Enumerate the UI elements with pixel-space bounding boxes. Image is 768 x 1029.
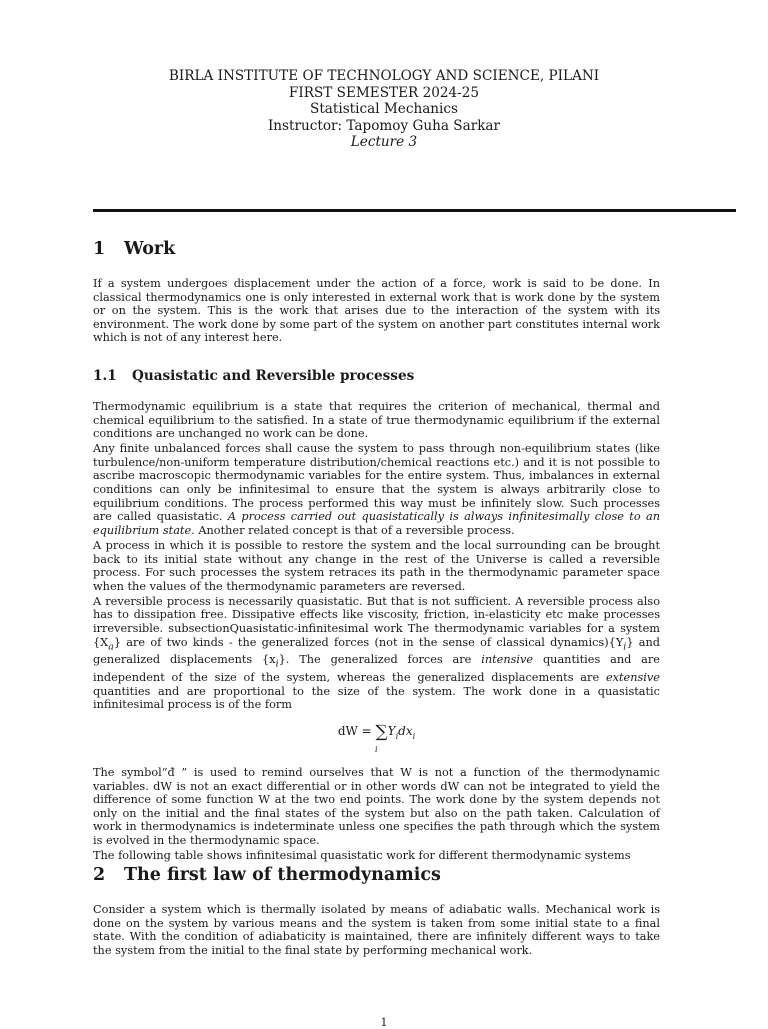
- paragraph: [93, 595, 660, 712]
- text-run: Another related concept is that of a reversible process.: [198, 523, 515, 537]
- emphasis-text: intensive: [481, 653, 534, 667]
- semester-label: FIRST SEMESTER 2024-25: [288, 84, 480, 101]
- lecture-label: Lecture 3: [350, 134, 418, 150]
- section-heading-first-law: [93, 864, 660, 886]
- course-title: Statistical Mechanics: [310, 101, 458, 117]
- text-run: } are of two kinds - the generalized forces (not in the sense of classical dynamics){Y: [113, 635, 624, 649]
- emphasis-text: A process carried out quasistatically is always infinitesimally close to an equilibrium state.: [93, 510, 660, 537]
- section-number: 2: [93, 865, 106, 886]
- subsection-title: Quasistatic and Reversible processes: [132, 367, 415, 384]
- subscript: i: [395, 732, 399, 742]
- paragraph: The following table shows infinitesimal quasistatic work for different thermodynamic systems: [93, 849, 631, 863]
- text-run: quantities and are proportional to the size of the system. The work done in a quasistatic infinitesimal process is of the form: [93, 684, 660, 712]
- section-heading-work: [93, 238, 660, 260]
- document-body: [93, 238, 660, 959]
- equation-term: dx: [398, 724, 413, 739]
- subscript: a: [108, 640, 114, 652]
- sum-symbol: ∑: [375, 722, 388, 743]
- equation-term: Y: [387, 724, 396, 739]
- equation-work: [93, 722, 660, 755]
- subscript: i: [275, 658, 279, 670]
- paragraph: If a system undergoes displacement under the action of a force, work is said to be done. In classical thermodynamics one is only interested in external work that is work done by the system or on the system. This is the work that arises due to the interaction of the system with its environment. The work done by some part of the system on another part constitutes internal work which is not of any interest here.: [93, 277, 660, 345]
- paragraph: Thermodynamic equilibrium is a state that requires the criterion of mechanical, thermal and chemical equilibrium to the satisfied. In a state of true thermodynamic equilibrium if the external conditions are unchanged no work can be done.: [93, 399, 660, 441]
- subsection-heading-quasistatic: [93, 368, 660, 385]
- subsection-number: 1.1: [93, 367, 117, 384]
- section-title: Work: [124, 239, 176, 259]
- instructor-name: Instructor: Tapomoy Guha Sarkar: [267, 117, 501, 134]
- subscript: i: [623, 640, 627, 652]
- header-divider: [93, 209, 736, 212]
- text-run: A reversible process is necessarily quasistatic. But that is not sufficient. A reversible process also has to dissipation free. Dissipative effects like viscosity, friction, in-elasticity etc make processes irreversible. subsectionQuasistatic-infinitesimal work The thermodynamic variables for a system {X: [93, 594, 660, 649]
- sum-index: i: [375, 745, 378, 755]
- paragraph: Consider a system which is thermally isolated by means of adiabatic walls. Mechanical work is done on the system by various means and the system is taken from some initial state to a final state. With the condition of adiabaticity is maintained, there are infinitely different ways to take the system from the initial to the final state by performing mechanical work.: [93, 903, 660, 957]
- paragraph: The symbol“đ ” is used to remind ourselves that W is not a function of the thermodynamic variables. dW is not an exact differential or in other words dW can not be integrated to yield the difference of some function W at the two end points. The work done by the system depends not only on the initial and the final states of the system but also on the path taken. Calculation of work in thermodynamics is indeterminate unless one specifies the path through which the system is evolved in the thermodynamic space.: [93, 766, 660, 847]
- document-header: [0, 68, 768, 151]
- section-title: The first law of thermodynamics: [124, 865, 441, 886]
- equation-lhs: dW =: [337, 724, 372, 739]
- text-run: } and generalized displacements {x: [93, 635, 660, 667]
- paragraph: A process in which it is possible to restore the system and the local surrounding can be brought back to its initial state without any change in the rest of the Universe is called a reversible process. For such processes the system retraces its path in the thermodynamic parameter space when the values of the thermodynamic parameters are reversed.: [93, 538, 660, 593]
- text-run: Any finite unbalanced forces shall cause the system to pass through non-equilibrium states (like turbulence/non-uniform temperature distribution/chemical reactions etc.) and it is not possible to ascribe macroscopic thermodynamic variables for the entire system. Thus, imbalances in external conditions can only be infinitesimal to ensure that the system is always arbitrarily close to equilibrium conditions. The process performed this way must be infinitely slow. Such processes are called quasistatic.: [93, 442, 660, 524]
- institute-name: BIRLA INSTITUTE OF TECHNOLOGY AND SCIENCE, PILANI: [168, 68, 600, 84]
- section-number: 1: [93, 239, 106, 259]
- paragraph: [93, 442, 660, 537]
- subscript: i: [412, 732, 416, 742]
- text-run: }. The generalized forces are: [278, 653, 472, 667]
- text-run: quantities and are independent of the size of the system, whereas the generalized displacements are: [93, 653, 660, 685]
- emphasis-text: extensive: [605, 671, 660, 685]
- page-number: 1: [380, 1016, 388, 1029]
